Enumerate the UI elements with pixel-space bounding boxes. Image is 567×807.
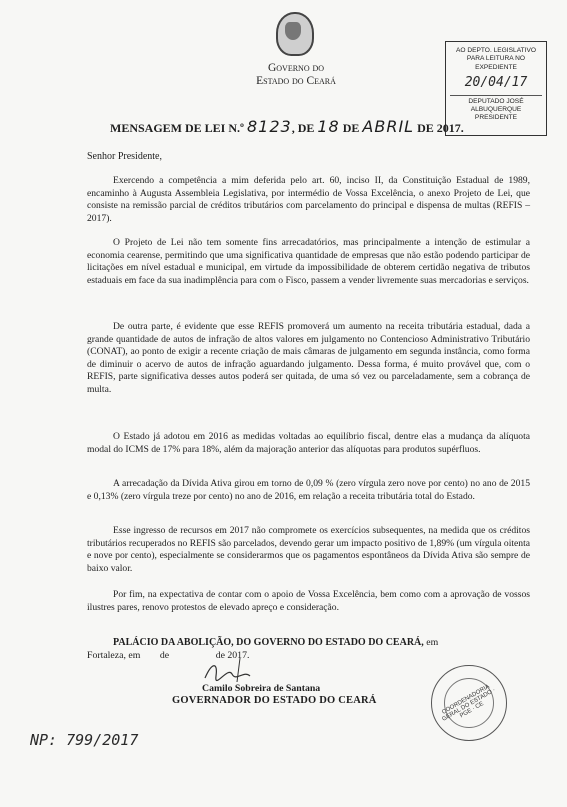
title-prefix: MENSAGEM DE LEI N.º xyxy=(110,121,244,135)
paragraph-7: Por fim, na expectativa de contar com o apoio de Vossa Excelência, bem como com a aprovação de vossos ilustres pares, renovo protestos de elevado apreço e consideração. xyxy=(87,589,530,613)
title-day: 18 xyxy=(317,117,340,136)
closing-em: em xyxy=(423,637,439,648)
handwritten-signature-icon xyxy=(200,656,260,686)
stamp-line-3: DEPUTADO JOSÉ ALBUQUERQUE xyxy=(450,95,542,115)
title-number: 8123 xyxy=(246,117,292,136)
message-title xyxy=(110,117,464,136)
coat-of-arms-center xyxy=(285,22,301,40)
closing-palace: PALÁCIO DA ABOLIÇÃO, DO GOVERNO DO ESTADO DO CEARÁ, xyxy=(113,637,424,648)
paragraph-2: O Projeto de Lei não tem somente fins arrecadatórios, mas principalmente a intenção de estimular a economia cearense, permitindo que uma significativa quantidade de empresas que não estão podendo participar de licitações em nível estadual e municipal, em virtude da impossibilidade de obterem certidão negativa de tributos estaduais em face da sua inadimplência para com o Fisco, passem a vender livremente suas mercadorias e serviços. xyxy=(87,237,530,286)
round-stamp-text: COORDENADORIA GERAL DO ESTADO · PGE · CE xyxy=(441,683,497,723)
title-de2: DE xyxy=(342,121,360,135)
stamp-line-1: AO DEPTO. LEGISLATIVO xyxy=(455,47,536,54)
title-month: ABRIL xyxy=(362,117,415,136)
government-header xyxy=(236,62,356,88)
paragraph-5: A arrecadação da Dívida Ativa girou em torno de 0,09 % (zero vírgula zero nove por cento) no ano de 2015 e 0,13% (zero vírgula treze por cento) no ano de 2016, em relação a receita tributária total do Estado. xyxy=(87,478,530,502)
stamp-line-2: PARA LEITURA NO EXPEDIENTE xyxy=(466,55,526,71)
title-suffix: DE 2017. xyxy=(417,121,464,135)
gov-line-1: Governo do xyxy=(267,62,325,74)
paragraph-6: Esse ingresso de recursos em 2017 não compromete os exercícios subsequentes, na medida que os créditos tributários recuperados no REFIS são parcelados, devendo gerar um impacto positivo de 1,89% (um vírgula oitenta e nove por cento), especialmente se considerarmos que os pagamentos espontâneos da Dívida Ativa são sempre de baixo valor. xyxy=(87,525,530,574)
round-official-stamp xyxy=(431,665,507,741)
greeting: Senhor Presidente, xyxy=(87,151,162,162)
signer-role: GOVERNADOR DO ESTADO DO CEARÁ xyxy=(172,695,377,706)
title-de1: , DE xyxy=(291,121,315,135)
gov-line-2: Estado do Ceará xyxy=(256,75,336,87)
paragraph-1: Exercendo a competência a mim deferida pelo art. 60, inciso II, da Constituição Estadual de 1989, encaminho à Augusta Assembleia Legislativa, por intermédio de Vossa Excelência, o anexo Projeto de Lei, que consiste na remissão parcial de créditos tributários com parcelamento do principal e dispensa de multas (REFIS – 2017). xyxy=(87,175,530,224)
np-number: NP: 799/2017 xyxy=(30,731,139,749)
stamp-date: 20/04/17 xyxy=(464,75,528,91)
signer-name: Camilo Sobreira de Santana xyxy=(202,683,321,694)
closing-date-line: Fortaleza, em de de 2017. xyxy=(87,649,250,661)
closing-block xyxy=(87,637,530,662)
paragraph-4: O Estado já adotou em 2016 as medidas voltadas ao equilíbrio fiscal, dentre elas a mudança da alíquota modal do ICMS de 17% para 18%, além da majoração anterior das alíquotas para produtos supérfluos. xyxy=(87,431,530,455)
stamp-line-4: PRESIDENTE xyxy=(474,114,518,122)
paragraph-3: De outra parte, é evidente que esse REFIS promoverá um aumento na receita tributária estadual, dada a grande quantidade de autos de infração de altos valores em julgamento no Contencioso Administrativo Tributário (CONAT), ao ponto de exigir a recente criação de mais câmaras de julgamento em segunda instância, como forma de diminuir o acervo de autos de infração aguardando julgamento. Dessa forma, é muito provável que, com o REFIS, parte significativa desses autos poderá ser quitada, de uma só vez ou parceladamente, sem a cobrança de multa. xyxy=(87,321,530,395)
